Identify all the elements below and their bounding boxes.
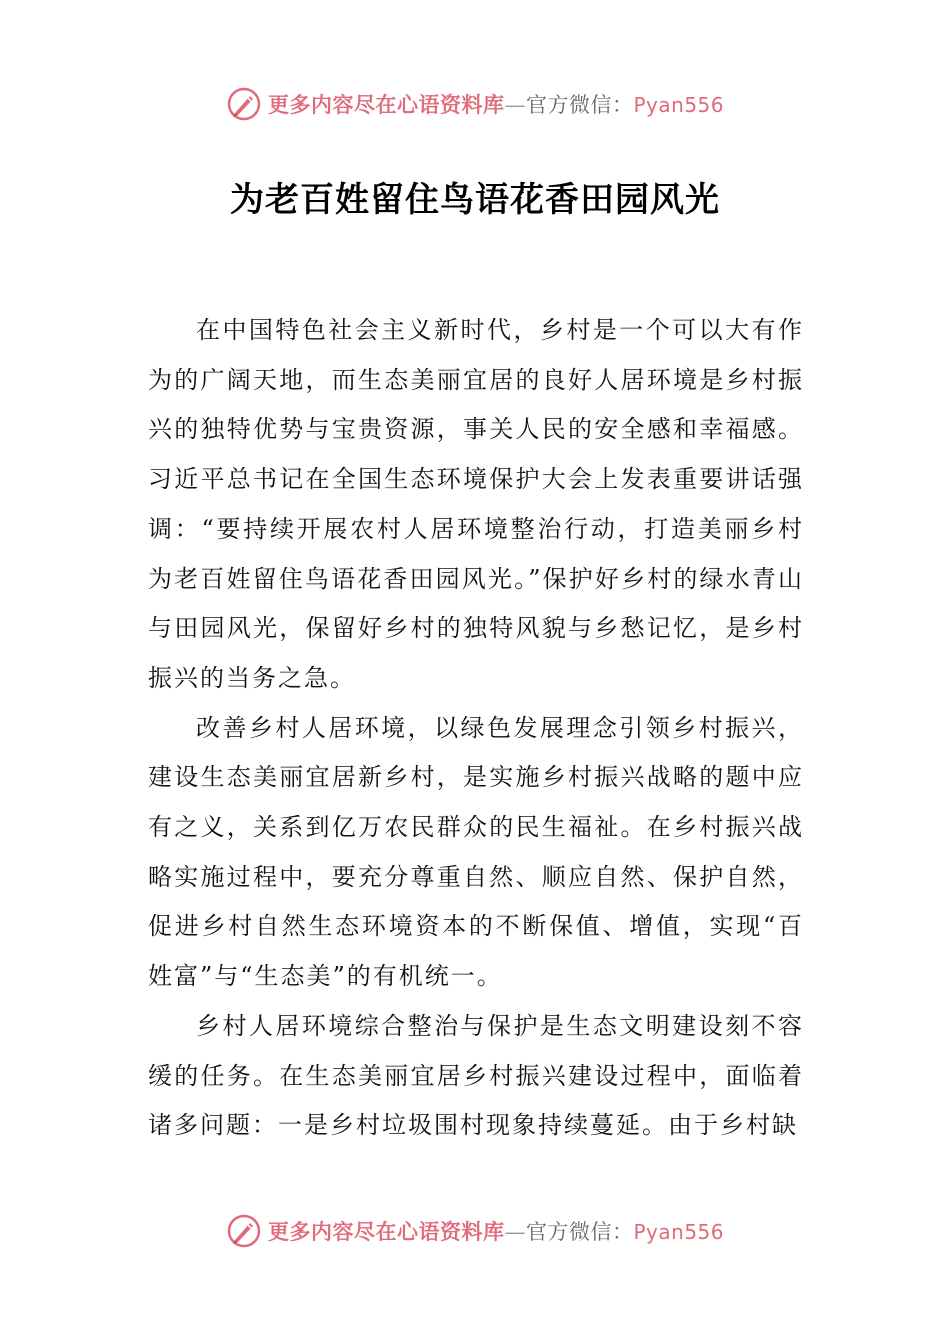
pen-logo-icon (226, 86, 262, 122)
banner-brand-text: 更多内容尽在心语资料库 (267, 1219, 505, 1244)
banner-text (268, 89, 724, 119)
document-body (148, 306, 804, 1151)
paragraph: 在中国特色社会主义新时代，乡村是一个可以大有作为的广阔天地，而生态美丽宜居的良好人居环境是乡村振兴的独特优势与宝贵资源，事关人民的安全感和幸福感。习近平总书记在全国生态环境保护大会上发表重要讲话强调：“要持续开展农村人居环境整治行动，打造美丽乡村为老百姓留住鸟语花香田园风光。”保护好乡村的绿水青山与田园风光，保留好乡村的独特风貌与乡愁记忆，是乡村振兴的当务之急。 (148, 316, 804, 692)
banner-wechat-id: Pyan556 (633, 93, 724, 117)
banner-text (268, 1216, 724, 1246)
paragraph: 乡村人居环境综合整治与保护是生态文明建设刻不容缓的任务。在生态美丽宜居乡村振兴建设过程中，面临着诸多问题：一是乡村垃圾围村现象持续蔓延。由于乡村缺 (148, 1011, 804, 1140)
banner-dash: — (504, 93, 526, 117)
banner-wechat-label: 官方微信： (525, 1220, 634, 1244)
banner-wechat-label: 官方微信： (525, 93, 634, 117)
banner-dash: — (504, 1220, 526, 1244)
document-title: 为老百姓留住鸟语花香田园风光 (230, 180, 720, 220)
pen-logo-icon (226, 1213, 262, 1249)
banner-wechat-id: Pyan556 (633, 1220, 724, 1244)
header-banner (0, 84, 950, 124)
banner-brand-text: 更多内容尽在心语资料库 (267, 92, 505, 117)
footer-banner (0, 1211, 950, 1251)
paragraph: 改善乡村人居环境，以绿色发展理念引领乡村振兴，建设生态美丽宜居新乡村，是实施乡村振兴战略的题中应有之义，关系到亿万农民群众的民生福祉。在乡村振兴战略实施过程中，要充分尊重自然、顺应自然、保护自然，促进乡村自然生态环境资本的不断保值、增值，实现“百姓富”与“生态美”的有机统一。 (148, 713, 804, 991)
